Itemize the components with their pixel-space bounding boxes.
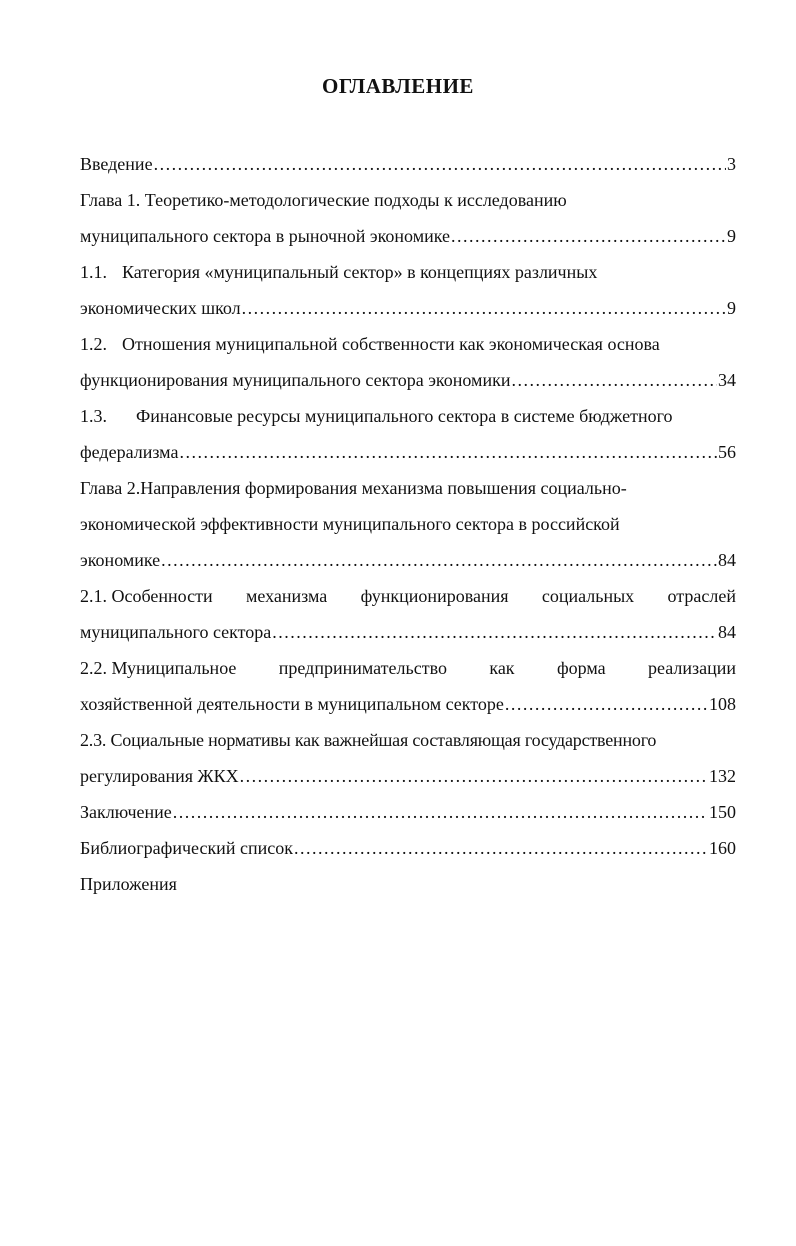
toc-word: как	[489, 658, 515, 678]
page-title: ОГЛАВЛЕНИЕ	[322, 74, 474, 98]
toc-entry-text: регулирования ЖКХ	[80, 766, 239, 786]
toc-word: социальных	[541, 586, 635, 606]
toc-page-number: 108	[709, 694, 736, 714]
toc-word: функционирования	[360, 586, 509, 606]
dot-leader	[154, 146, 726, 182]
toc-entry-ch2-line1: Глава 2.Направления формирования механизма повышения социально-	[80, 478, 627, 498]
toc-entry-text: функционирования муниципального сектора экономики	[80, 370, 511, 390]
dot-leader	[451, 218, 726, 254]
toc-entry-text: Финансовые ресурсы муниципального сектора в системе бюджетного	[136, 406, 673, 426]
toc-entry-s11	[80, 290, 736, 326]
dot-leader	[511, 362, 717, 398]
toc-entry-text: хозяйственной деятельности в муниципальном секторе	[80, 694, 504, 714]
toc-entry-text: федерализма	[80, 442, 179, 462]
toc-entry-s23-line1: 2.3. Социальные нормативы как важнейшая составляющая государственного	[80, 730, 657, 750]
toc-page-number: 84	[718, 622, 736, 642]
toc-entry-s23	[80, 758, 736, 794]
toc-entry-conclusion	[80, 794, 736, 830]
toc-entry-ch1	[80, 218, 736, 254]
toc-entry-text: муниципального сектора	[80, 622, 272, 642]
toc-entry-text: Категория «муниципальный сектор» в концепциях различных	[122, 262, 598, 282]
toc-page-number: 132	[709, 766, 736, 786]
toc-entry-text: Отношения муниципальной собственности как экономическая основа	[122, 334, 660, 354]
toc-entry-s11-line1	[80, 254, 736, 290]
toc-page-number: 9	[727, 226, 736, 246]
dot-leader	[173, 794, 708, 830]
toc-word: 2.1. Особенности	[80, 586, 213, 606]
toc-word: предпринимательство	[278, 658, 447, 678]
toc-entry-s12	[80, 362, 736, 398]
toc-word: форма	[556, 658, 606, 678]
toc-entry-s12-line1	[80, 326, 736, 362]
toc-word: реализации	[648, 658, 736, 678]
table-of-contents	[80, 146, 736, 902]
dot-leader	[240, 758, 708, 794]
toc-entry-appendix: Приложения	[80, 874, 177, 894]
toc-entry-ch1-line1: Глава 1. Теоретико-методологические подходы к исследованию	[80, 190, 567, 210]
toc-word: механизма	[245, 586, 328, 606]
toc-entry-s22	[80, 686, 736, 722]
dot-leader	[242, 290, 726, 326]
toc-entry-s21-line1	[80, 578, 736, 614]
section-number: 1.3.	[80, 406, 107, 426]
toc-page-number: 56	[718, 442, 736, 462]
dot-leader	[179, 434, 717, 470]
toc-entry-ch2-line2: экономической эффективности муниципального сектора в российской	[80, 514, 620, 534]
toc-entry-text: экономике	[80, 550, 161, 570]
toc-entry-text: Введение	[80, 154, 153, 174]
toc-entry-text: муниципального сектора в рыночной экономике	[80, 226, 451, 246]
toc-entry-s13	[80, 434, 736, 470]
toc-page-number: 150	[709, 802, 736, 822]
toc-entry-s13-line1	[80, 398, 736, 434]
toc-word: отраслей	[667, 586, 736, 606]
toc-entry-ch2	[80, 542, 736, 578]
toc-page-number: 34	[718, 370, 736, 390]
toc-page-number: 84	[718, 550, 736, 570]
toc-page-number: 160	[709, 838, 736, 858]
toc-entry-text: экономических школ	[80, 298, 241, 318]
dot-leader	[294, 830, 708, 866]
toc-entry-s22-line1	[80, 650, 736, 686]
dot-leader	[161, 542, 717, 578]
toc-entry-text: Заключение	[80, 802, 172, 822]
toc-entry-text: Библиографический список	[80, 838, 293, 858]
toc-entry-intro	[80, 146, 736, 182]
toc-word: 2.2. Муниципальное	[80, 658, 237, 678]
toc-entry-s21	[80, 614, 736, 650]
toc-page-number: 9	[727, 298, 736, 318]
dot-leader	[505, 686, 708, 722]
section-number: 1.2.	[80, 334, 107, 354]
toc-page-number: 3	[727, 154, 736, 174]
section-number: 1.1.	[80, 262, 107, 282]
dot-leader	[272, 614, 717, 650]
toc-entry-bibliography	[80, 830, 736, 866]
